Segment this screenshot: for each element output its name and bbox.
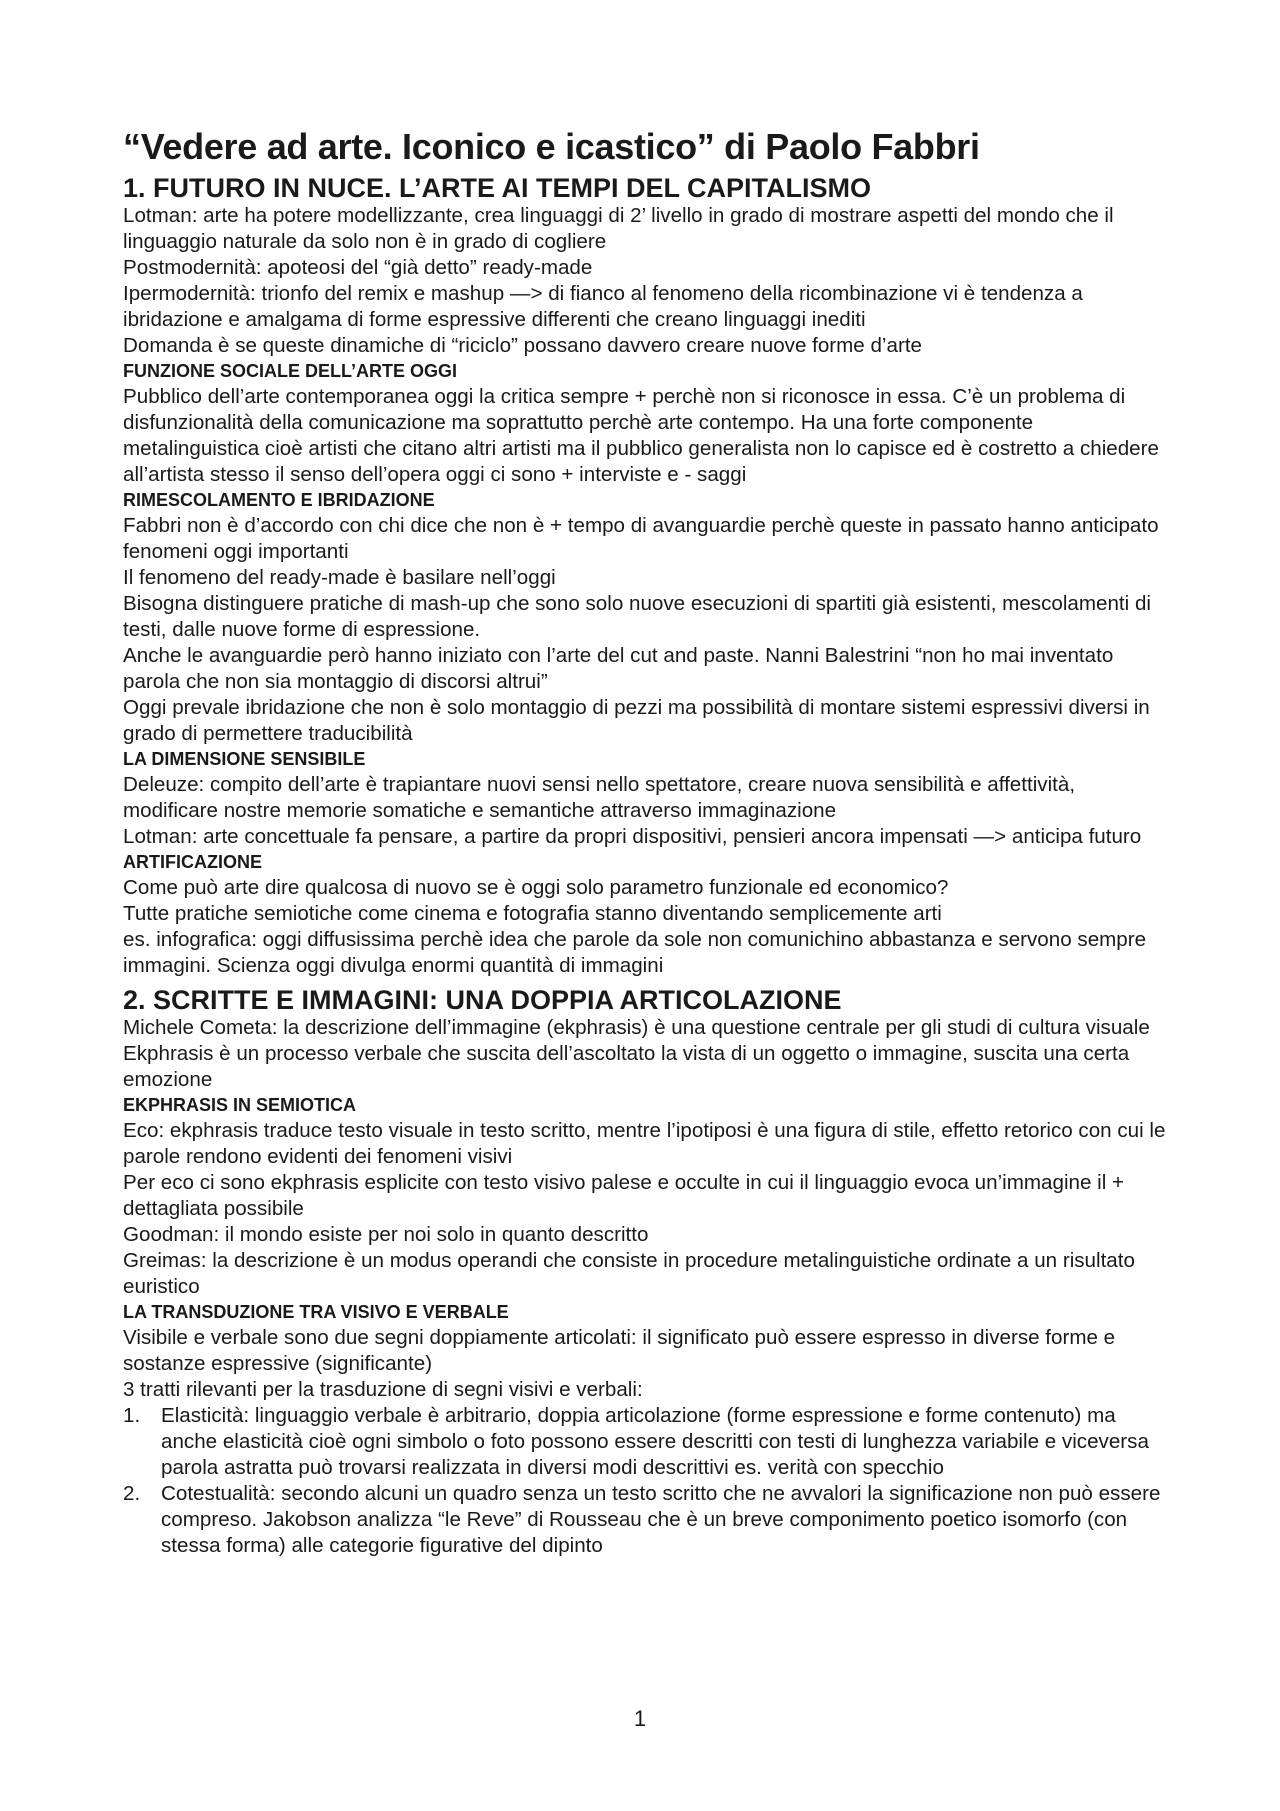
subheading-artificazione: ARTIFICAZIONE <box>123 852 262 872</box>
document-page <box>123 125 1173 1559</box>
list-item <box>123 1403 1173 1481</box>
paragraph: Pubblico dell’arte contemporanea oggi la critica sempre + perchè non si riconosce in essa. C’è un problema di disfunzionalità della comunicazione ma soprattutto perchè arte contempo. Ha una forte componente metalinguistica cioè artisti che citano altri artisti ma il pubblico generalista non lo capisce ed è costretto a chiedere all’artista stesso il senso dell’opera oggi ci sono + interviste e - saggi <box>123 385 1159 486</box>
paragraph: Bisogna distinguere pratiche di mash-up che sono solo nuove esecuzioni di spartiti già esistenti, mescolamenti di testi, dalle nuove forme di espressione. <box>123 592 1151 641</box>
numbered-list <box>123 1403 1173 1559</box>
list-item-text: Elasticità: linguaggio verbale è arbitrario, doppia articolazione (forme espressione e forme contenuto) ma anche elasticità cioè ogni simbolo o foto possono essere descritti con testi di lunghezza variabile e viceversa parola astratta può trovarsi realizzata in diversi modi descrittivi es. verità con specchio <box>161 1404 1149 1479</box>
subheading-transduzione: LA TRANSDUZIONE TRA VISIVO E VERBALE <box>123 1302 509 1322</box>
paragraph: 3 tratti rilevanti per la trasduzione di segni visivi e verbali: <box>123 1378 643 1401</box>
paragraph: Visibile e verbale sono due segni doppiamente articolati: il significato può essere espresso in diverse forme e sostanze espressive (significante) <box>123 1326 1116 1375</box>
paragraph: Come può arte dire qualcosa di nuovo se è oggi solo parametro funzionale ed economico? <box>123 876 949 899</box>
subheading-funzione-sociale: FUNZIONE SOCIALE DELL’ARTE OGGI <box>123 361 458 381</box>
subheading-rimescolamento: RIMESCOLAMENTO E IBRIDAZIONE <box>123 490 435 510</box>
list-item-number: 2. <box>123 1482 141 1505</box>
paragraph: Greimas: la descrizione è un modus operandi che consiste in procedure metalinguistiche ordinate a un risultato euristico <box>123 1249 1135 1298</box>
paragraph: Lotman: arte ha potere modellizzante, crea linguaggi di 2’ livello in grado di mostrare aspetti del mondo che il linguaggio naturale da solo non è in grado di cogliere <box>123 204 1114 253</box>
list-item-text: Cotestualità: secondo alcuni un quadro senza un testo scritto che ne avvalori la significazione non può essere compreso. Jakobson analizza “le Reve” di Rousseau che è un breve componimento poetico isomorfo (con stessa forma) alle categorie figurative del dipinto <box>161 1482 1161 1557</box>
subheading-ekphrasis: EKPHRASIS IN SEMIOTICA <box>123 1095 357 1115</box>
paragraph: Ekphrasis è un processo verbale che suscita dell’ascoltato la vista di un oggetto o immagine, suscita una certa emozione <box>123 1042 1130 1091</box>
paragraph: Eco: ekphrasis traduce testo visuale in testo scritto, mentre l’ipotiposi è una figura di stile, effetto retorico con cui le parole rendono evidenti dei fenomeni visivi <box>123 1119 1166 1168</box>
paragraph: Il fenomeno del ready-made è basilare nell’oggi <box>123 566 556 589</box>
paragraph: Fabbri non è d’accordo con chi dice che non è + tempo di avanguardie perchè queste in passato hanno anticipato fenomeni oggi importanti <box>123 514 1159 563</box>
paragraph: Ipermodernità: trionfo del remix e mashup —> di fianco al fenomeno della ricombinazione vi è tendenza a ibridazione e amalgama di forme espressive differenti che creano linguaggi inediti <box>123 282 1083 331</box>
paragraph: Goodman: il mondo esiste per noi solo in quanto descritto <box>123 1223 649 1246</box>
section-1-heading: 1. FUTURO IN NUCE. L’ARTE AI TEMPI DEL CAPITALISMO <box>123 173 872 203</box>
paragraph: Oggi prevale ibridazione che non è solo montaggio di pezzi ma possibilità di montare sistemi espressivi diversi in grado di permettere traducibilità <box>123 696 1150 745</box>
paragraph: es. infografica: oggi diffusissima perchè idea che parole da sole non comunichino abbastanza e servono sempre immagini. Scienza oggi divulga enormi quantità di immagini <box>123 928 1147 977</box>
paragraph: Deleuze: compito dell’arte è trapiantare nuovi sensi nello spettatore, creare nuova sensibilità e affettività, modificare nostre memorie somatiche e semantiche attraverso immaginazione <box>123 773 1076 822</box>
paragraph: Lotman: arte concettuale fa pensare, a partire da propri dispositivi, pensieri ancora impensati —> anticipa futuro <box>123 825 1142 848</box>
page-number: 1 <box>633 1706 647 1731</box>
list-item <box>123 1481 1173 1559</box>
paragraph: Tutte pratiche semiotiche come cinema e fotografia stanno diventando semplicemente arti <box>123 902 942 925</box>
section-2-heading: 2. SCRITTE E IMMAGINI: UNA DOPPIA ARTICOLAZIONE <box>123 985 842 1015</box>
subheading-dimensione-sensibile: LA DIMENSIONE SENSIBILE <box>123 749 366 769</box>
paragraph: Postmodernità: apoteosi del “già detto” ready-made <box>123 256 593 279</box>
section-1-intro <box>123 203 1173 359</box>
paragraph: Per eco ci sono ekphrasis esplicite con testo visivo palese e occulte in cui il linguaggio evoca un’immagine il + dettagliata possibile <box>123 1171 1125 1220</box>
paragraph: Michele Cometa: la descrizione dell’immagine (ekphrasis) è una questione centrale per gli studi di cultura visuale <box>123 1016 1150 1039</box>
paragraph: Domanda è se queste dinamiche di “riciclo” possano davvero creare nuove forme d’arte <box>123 334 922 357</box>
paragraph: Anche le avanguardie però hanno iniziato con l’arte del cut and paste. Nanni Balestrini “non ho mai inventato parola che non sia montaggio di discorsi altrui” <box>123 644 1114 693</box>
list-item-number: 1. <box>123 1404 141 1427</box>
document-title: “Vedere ad arte. Iconico e icastico” di Paolo Fabbri <box>123 126 980 167</box>
